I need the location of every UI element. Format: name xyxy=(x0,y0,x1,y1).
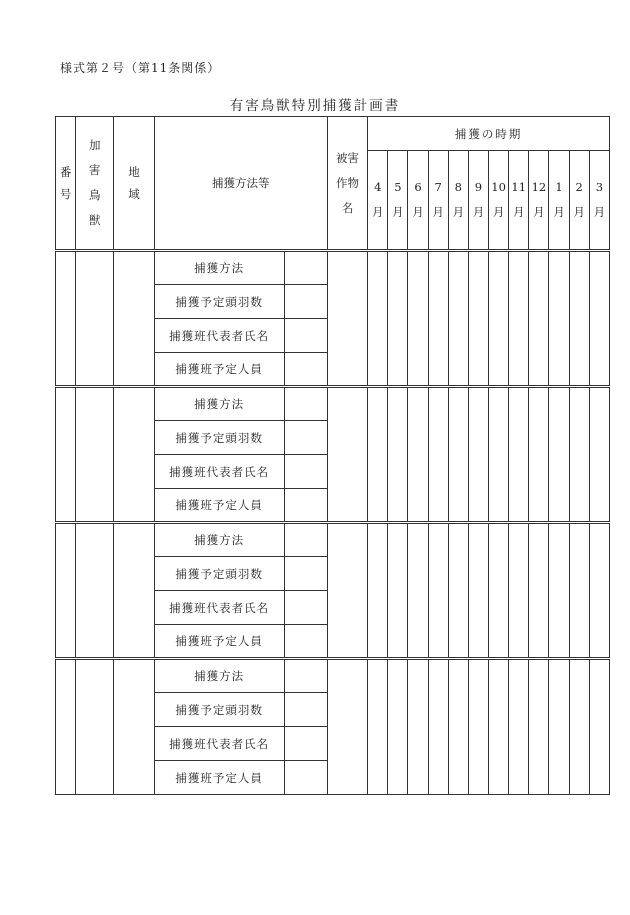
header-animal-char: 加 xyxy=(89,138,101,152)
number-cell[interactable] xyxy=(56,387,76,523)
header-number-char: 号 xyxy=(59,187,72,201)
month-header-12 xyxy=(529,151,549,251)
month-number: 2 xyxy=(575,180,583,194)
month-unit: 月 xyxy=(412,205,424,219)
month-number: 5 xyxy=(394,180,402,194)
header-capture-period: 捕獲の時期 xyxy=(368,117,610,151)
month-cell[interactable] xyxy=(388,523,408,659)
method-label: 捕獲方法 xyxy=(154,523,284,557)
number-cell[interactable] xyxy=(56,659,76,795)
month-cell[interactable] xyxy=(549,523,569,659)
month-header-3 xyxy=(589,151,609,251)
method-value-cell[interactable] xyxy=(284,387,327,421)
method-value-cell[interactable] xyxy=(284,727,327,761)
method-label: 捕獲予定頭羽数 xyxy=(154,557,284,591)
month-unit: 月 xyxy=(573,205,585,219)
form-number: 様式第２号（第11条関係） xyxy=(60,61,221,75)
month-cell[interactable] xyxy=(569,251,589,387)
month-cell[interactable] xyxy=(428,251,448,387)
header-animal-char: 獣 xyxy=(89,213,101,227)
month-header-6 xyxy=(408,151,428,251)
method-value-cell[interactable] xyxy=(284,353,327,387)
month-cell[interactable] xyxy=(589,523,609,659)
month-cell[interactable] xyxy=(529,523,549,659)
animal-cell[interactable] xyxy=(76,251,114,387)
crop-cell[interactable] xyxy=(327,251,367,387)
plan-row xyxy=(56,523,610,557)
month-number: 1 xyxy=(555,180,563,194)
animal-cell[interactable] xyxy=(76,523,114,659)
header-crop xyxy=(327,117,367,251)
header-area-char: 地 xyxy=(128,165,140,179)
area-cell[interactable] xyxy=(114,523,154,659)
month-header-8 xyxy=(448,151,468,251)
month-header-2 xyxy=(569,151,589,251)
month-unit: 月 xyxy=(533,205,545,219)
area-cell[interactable] xyxy=(114,659,154,795)
method-label: 捕獲班予定人員 xyxy=(154,761,284,795)
month-unit: 月 xyxy=(492,205,505,219)
header-method: 捕獲方法等 xyxy=(154,117,327,251)
month-cell[interactable] xyxy=(468,523,488,659)
month-header-4 xyxy=(368,151,388,251)
month-cell[interactable] xyxy=(589,659,609,795)
month-cell[interactable] xyxy=(529,251,549,387)
header-crop-line: 名 xyxy=(341,200,354,215)
month-cell[interactable] xyxy=(368,523,388,659)
month-cell[interactable] xyxy=(368,659,388,795)
month-header-1 xyxy=(549,151,569,251)
month-unit: 月 xyxy=(512,205,525,219)
month-cell[interactable] xyxy=(448,251,468,387)
method-value-cell[interactable] xyxy=(284,693,327,727)
header-area-char: 域 xyxy=(128,187,140,201)
method-value-cell[interactable] xyxy=(284,421,327,455)
month-cell[interactable] xyxy=(509,387,529,523)
month-cell[interactable] xyxy=(549,251,569,387)
month-cell[interactable] xyxy=(509,659,529,795)
month-cell[interactable] xyxy=(569,523,589,659)
month-cell[interactable] xyxy=(448,659,468,795)
method-label: 捕獲班代表者氏名 xyxy=(154,727,284,761)
month-cell[interactable] xyxy=(489,659,509,795)
method-label: 捕獲予定頭羽数 xyxy=(154,285,284,319)
month-cell[interactable] xyxy=(529,659,549,795)
method-value-cell[interactable] xyxy=(284,285,327,319)
month-cell[interactable] xyxy=(529,387,549,523)
method-label: 捕獲班予定人員 xyxy=(154,489,284,523)
method-value-cell[interactable] xyxy=(284,251,327,285)
header-crop-line: 被害 xyxy=(336,150,360,165)
month-number: 3 xyxy=(595,180,604,194)
month-cell[interactable] xyxy=(569,387,589,523)
method-label: 捕獲方法 xyxy=(154,387,284,421)
month-number: 9 xyxy=(474,180,483,194)
month-cell[interactable] xyxy=(408,387,428,523)
header-animal xyxy=(76,117,114,251)
month-cell[interactable] xyxy=(368,251,388,387)
header-number xyxy=(56,117,76,251)
month-cell[interactable] xyxy=(589,387,609,523)
month-cell[interactable] xyxy=(428,659,448,795)
month-number: 12 xyxy=(531,180,547,194)
month-cell[interactable] xyxy=(569,659,589,795)
method-label: 捕獲方法 xyxy=(154,251,284,285)
month-cell[interactable] xyxy=(509,251,529,387)
method-value-cell[interactable] xyxy=(284,761,327,795)
month-unit: 月 xyxy=(472,205,485,219)
month-unit: 月 xyxy=(593,205,606,219)
month-cell[interactable] xyxy=(448,523,468,659)
area-cell[interactable] xyxy=(114,251,154,387)
header-area xyxy=(114,117,154,251)
plan-row xyxy=(56,659,610,693)
method-value-cell[interactable] xyxy=(284,625,327,659)
month-header-10 xyxy=(489,151,509,251)
animal-cell[interactable] xyxy=(76,387,114,523)
month-cell[interactable] xyxy=(388,659,408,795)
plan-row xyxy=(56,387,610,421)
month-cell[interactable] xyxy=(489,251,509,387)
method-value-cell[interactable] xyxy=(284,557,327,591)
method-label: 捕獲班代表者氏名 xyxy=(154,591,284,625)
animal-cell[interactable] xyxy=(76,659,114,795)
month-cell[interactable] xyxy=(388,387,408,523)
month-cell[interactable] xyxy=(468,387,488,523)
header-animal-char: 害 xyxy=(89,163,101,177)
month-cell[interactable] xyxy=(388,251,408,387)
month-cell[interactable] xyxy=(589,251,609,387)
method-value-cell[interactable] xyxy=(284,455,327,489)
month-unit: 月 xyxy=(372,205,384,219)
month-cell[interactable] xyxy=(428,523,448,659)
month-unit: 月 xyxy=(392,205,404,219)
month-number: 11 xyxy=(511,180,527,194)
header-number-char: 番 xyxy=(59,165,72,179)
method-value-cell[interactable] xyxy=(284,523,327,557)
month-header-9 xyxy=(468,151,488,251)
method-label: 捕獲予定頭羽数 xyxy=(154,693,284,727)
number-cell[interactable] xyxy=(56,523,76,659)
month-cell[interactable] xyxy=(408,251,428,387)
method-value-cell[interactable] xyxy=(284,319,327,353)
month-cell[interactable] xyxy=(468,659,488,795)
month-cell[interactable] xyxy=(468,251,488,387)
month-cell[interactable] xyxy=(549,659,569,795)
crop-cell[interactable] xyxy=(327,523,367,659)
month-unit: 月 xyxy=(553,205,565,219)
month-number: 10 xyxy=(491,180,506,194)
method-value-cell[interactable] xyxy=(284,489,327,523)
month-cell[interactable] xyxy=(428,387,448,523)
method-label: 捕獲班代表者氏名 xyxy=(154,319,284,353)
month-number: 8 xyxy=(454,180,462,194)
month-unit: 月 xyxy=(432,205,444,219)
crop-cell[interactable] xyxy=(327,659,367,795)
header-animal-char: 鳥 xyxy=(89,188,101,202)
header-crop-line: 作物 xyxy=(336,175,360,190)
month-cell[interactable] xyxy=(549,387,569,523)
method-label: 捕獲予定頭羽数 xyxy=(154,421,284,455)
month-header-5 xyxy=(388,151,408,251)
month-cell[interactable] xyxy=(368,387,388,523)
method-value-cell[interactable] xyxy=(284,659,327,693)
month-unit: 月 xyxy=(452,205,465,219)
month-cell[interactable] xyxy=(408,523,428,659)
method-label: 捕獲班代表者氏名 xyxy=(154,455,284,489)
month-header-11 xyxy=(509,151,529,251)
method-label: 捕獲方法 xyxy=(154,659,284,693)
month-cell[interactable] xyxy=(489,523,509,659)
capture-plan-table xyxy=(55,116,610,795)
month-number: 7 xyxy=(434,180,442,194)
month-header-7 xyxy=(428,151,448,251)
method-label: 捕獲班予定人員 xyxy=(154,625,284,659)
area-cell[interactable] xyxy=(114,387,154,523)
month-cell[interactable] xyxy=(509,523,529,659)
plan-row xyxy=(56,251,610,285)
method-value-cell[interactable] xyxy=(284,591,327,625)
number-cell[interactable] xyxy=(56,251,76,387)
month-number: 4 xyxy=(374,180,382,194)
crop-cell[interactable] xyxy=(327,387,367,523)
method-label: 捕獲班予定人員 xyxy=(154,353,284,387)
month-cell[interactable] xyxy=(408,659,428,795)
document-title: 有害鳥獣特別捕獲計画書 xyxy=(229,98,401,114)
month-cell[interactable] xyxy=(448,387,468,523)
month-cell[interactable] xyxy=(489,387,509,523)
month-number: 6 xyxy=(414,180,422,194)
